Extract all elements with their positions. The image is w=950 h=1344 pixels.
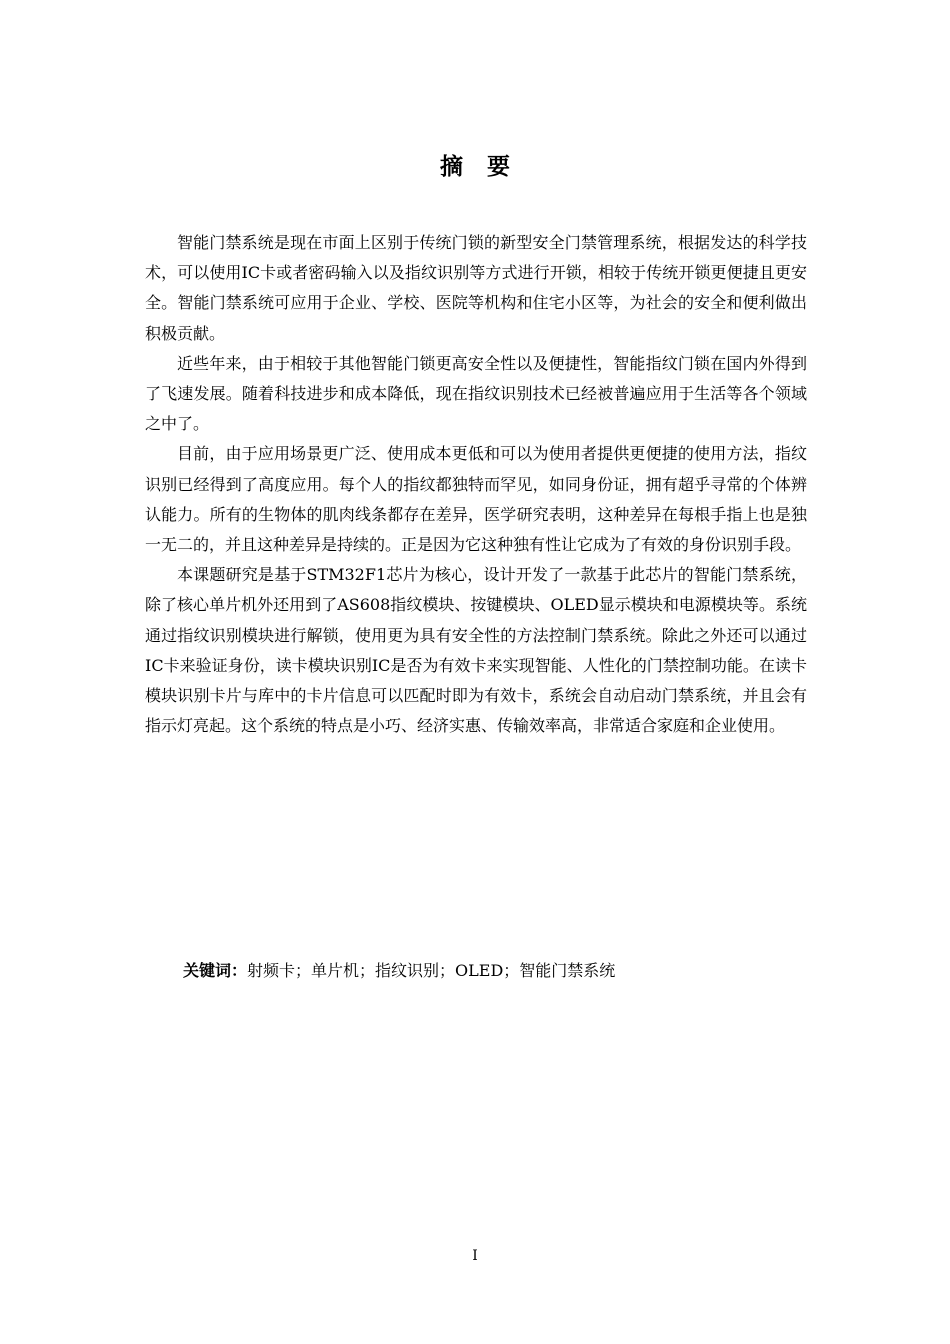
abstract-paragraph-2: 近些年来，由于相较于其他智能门锁更高安全性以及便捷性，智能指纹门锁在国内外得到了飞速发展。随着科技进步和成本降低，现在指纹识别技术已经被普遍应用于生活等各个领域之中了。 [145, 353, 807, 434]
abstract-paragraph-3: 目前，由于应用场景更广泛、使用成本更低和可以为使用者提供更便捷的使用方法，指纹识别已经得到了高度应用。每个人的指纹都独特而罕见，如同身份证，拥有超乎寻常的个体辨认能力。所有的生物体的肌肉线条都存在差异，医学研究表明，这种差异在每根手指上也是独一无二的，并且这种差异是持续的。正是因为它这种独有性让它成为了有效的身份识别手段。 [145, 444, 807, 555]
keywords-line [183, 956, 823, 986]
abstract-title: 摘要 [440, 154, 534, 180]
keywords-text: 射频卡；单片机；指纹识别；OLED；智能门禁系统 [247, 961, 616, 980]
keywords-label: 关键词： [183, 961, 248, 980]
abstract-paragraph-4: 本课题研究是基于STM32F1芯片为核心，设计开发了一款基于此芯片的智能门禁系统，除了核心单片机外还用到了AS608指纹模块、按键模块、OLED显示模块和电源模块等。系统通过指纹识别模块进行解锁，使用更为具有安全性的方法控制门禁系统。除此之外还可以通过IC卡来验证身份，读卡模块识别IC是否为有效卡来实现智能、人性化的门禁控制功能。在读卡模块识别卡片与库中的卡片信息可以匹配时即为有效卡，系统会自动启动门禁系统，并且会有指示灯亮起。这个系统的特点是小巧、经济实惠、传输效率高，非常适合家庭和企业使用。 [145, 565, 807, 736]
abstract-paragraph-1: 智能门禁系统是现在市面上区别于传统门锁的新型安全门禁管理系统，根据发达的科学技术，可以使用IC卡或者密码输入以及指纹识别等方式进行开锁，相较于传统开锁更便捷且更安全。智能门禁系统可应用于企业、学校、医院等机构和住宅小区等，为社会的安全和便利做出积极贡献。 [145, 233, 807, 343]
page-number: I [472, 1248, 478, 1264]
abstract-body [145, 228, 807, 741]
